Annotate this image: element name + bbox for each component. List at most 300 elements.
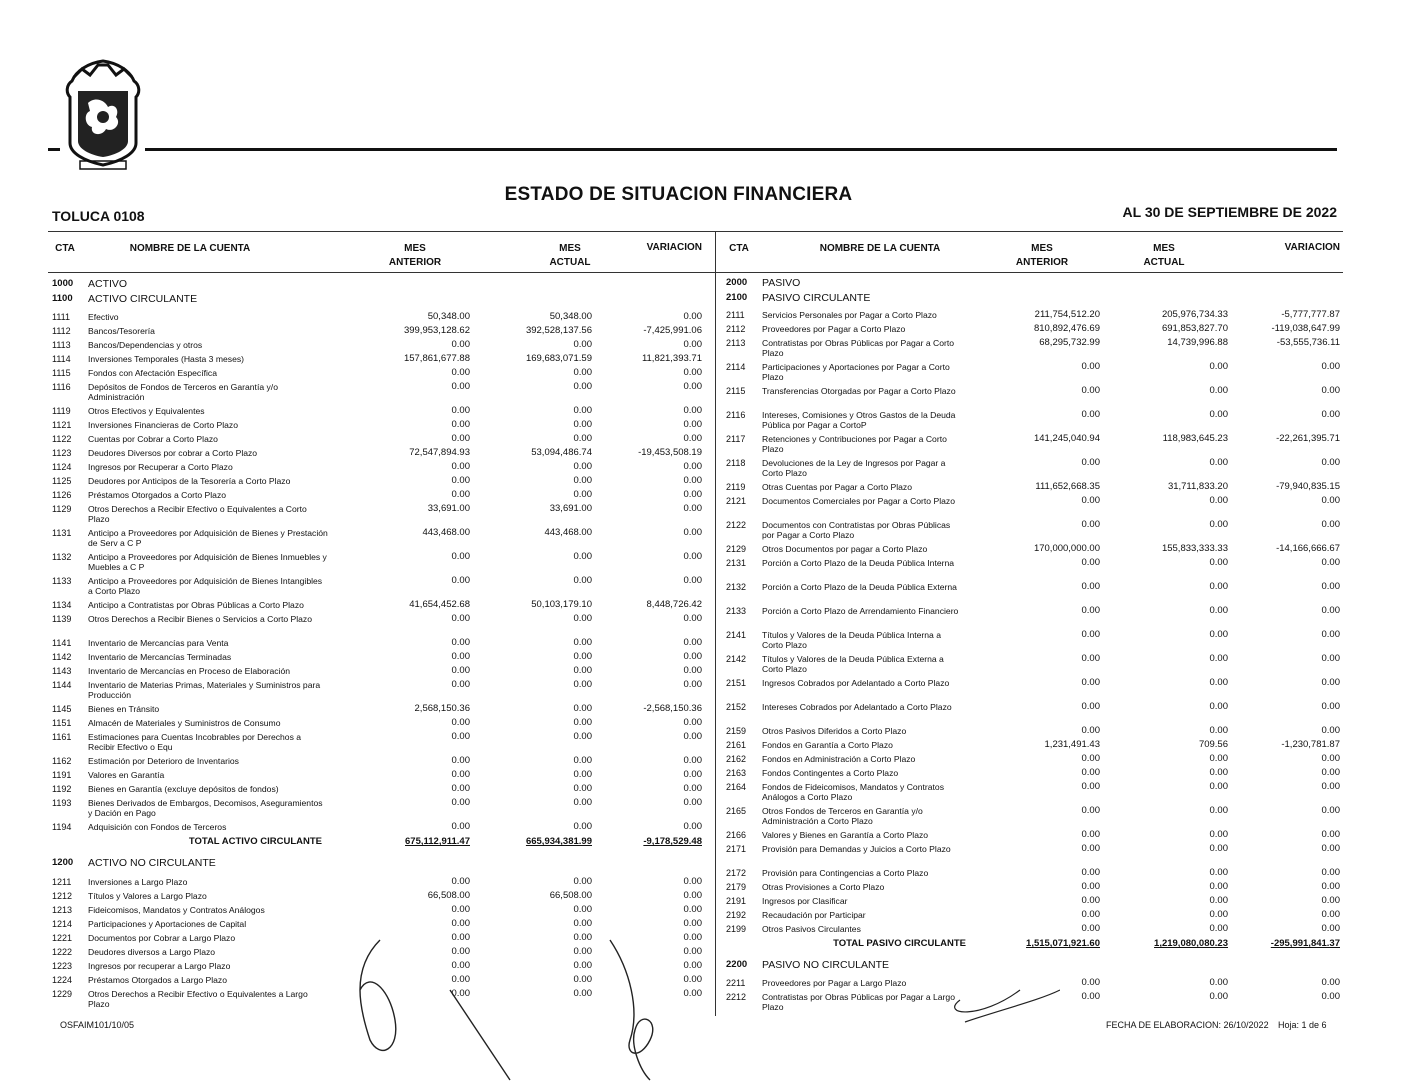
variation-value: 0.00: [683, 755, 702, 766]
previous-month-value: 0.00: [1081, 653, 1100, 664]
previous-month-value: 0.00: [1081, 829, 1100, 840]
account-code: 2199: [726, 924, 747, 934]
account-code: 1144: [52, 680, 72, 690]
variation-value: 0.00: [1321, 457, 1340, 468]
previous-month-value: 0.00: [451, 665, 470, 676]
account-name: Títulos y Valores de la Deuda Pública Interna a Corto Plazo: [762, 630, 941, 650]
current-month-value: 0.00: [1209, 605, 1228, 616]
variation-value: 0.00: [683, 461, 702, 472]
variation-value: 0.00: [1321, 361, 1340, 372]
account-code: 2115: [726, 386, 746, 396]
current-month-value: 0.00: [1209, 991, 1228, 1002]
account-name: Inventario de Materias Primas, Materiales y Suministros para Producción: [88, 680, 321, 700]
variation-value: 0.00: [1321, 767, 1340, 778]
previous-month-value: 0.00: [1081, 991, 1100, 1002]
current-month-value: 0.00: [1209, 557, 1228, 568]
account-name: Recaudación por Participar: [762, 910, 866, 920]
current-month-value: 33,691.00: [549, 503, 592, 514]
account-name: Otras Provisiones a Corto Plazo: [762, 882, 885, 892]
previous-month-value: 0.00: [451, 769, 470, 780]
current-month-value: 0.00: [1209, 909, 1228, 920]
current-month-value: 0.00: [573, 433, 592, 444]
variation-value: 0.00: [683, 551, 702, 562]
account-name: Estimación por Deterioro de Inventarios: [88, 756, 239, 766]
current-month-value: 665,934,381.99: [525, 836, 592, 847]
current-month-value: 0.00: [1209, 701, 1228, 712]
account-name: Bienes Derivados de Embargos, Decomisos, Aseguramientos y Dación en Pago: [88, 798, 323, 818]
account-name: Inventario de Mercancías para Venta: [88, 638, 229, 648]
previous-month-value: 0.00: [451, 755, 470, 766]
account-code: 1229: [52, 989, 73, 999]
current-month-value: 0.00: [1209, 581, 1228, 592]
current-month-value: 709.56: [1198, 739, 1228, 750]
account-code: 1145: [52, 704, 72, 714]
current-month-value: 443,468.00: [544, 527, 592, 538]
account-code: 2116: [726, 410, 746, 420]
previous-month-value: 0.00: [451, 960, 470, 971]
header-name-left: NOMBRE DE LA CUENTA: [129, 243, 251, 254]
header-var-left: VARIACION: [646, 242, 702, 253]
variation-value: 0.00: [683, 876, 702, 887]
account-name: Préstamos Otorgados a Corto Plazo: [88, 490, 227, 500]
report-date: AL 30 DE SEPTIEMBRE DE 2022: [1122, 204, 1337, 220]
elaboration-date: FECHA DE ELABORACION: 26/10/2022: [1106, 1020, 1269, 1030]
variation-value: 0.00: [683, 974, 702, 985]
variation-value: 0.00: [1321, 605, 1340, 616]
variation-value: 0.00: [683, 527, 702, 538]
previous-month-value: 0.00: [451, 419, 470, 430]
previous-month-value: 0.00: [1081, 781, 1100, 792]
account-name: Participaciones y Aportaciones de Capital: [88, 919, 247, 929]
table-header-rule: [48, 272, 1343, 273]
account-code: 1111: [52, 312, 71, 322]
previous-month-value: 0.00: [451, 367, 470, 378]
previous-month-value: 50,348.00: [427, 311, 470, 322]
previous-month-value: 0.00: [1081, 701, 1100, 712]
account-name: Deudores diversos a Largo Plazo: [88, 947, 216, 957]
account-name: Bancos/Tesorería: [88, 326, 155, 336]
account-name: Proveedores por Pagar a Corto Plazo: [762, 324, 906, 334]
variation-value: -9,178,529.48: [643, 836, 702, 847]
current-month-value: 0.00: [573, 489, 592, 500]
current-month-value: 169,683,071.59: [525, 353, 592, 364]
variation-value: -7,425,991.06: [643, 325, 702, 336]
header-var-right: VARIACION: [1284, 242, 1340, 253]
handwritten-signatures: [340, 930, 1060, 1082]
current-month-value: 0.00: [573, 613, 592, 624]
current-month-value: 0.00: [573, 918, 592, 929]
variation-value: 0.00: [1321, 519, 1340, 530]
account-code: 1194: [52, 822, 72, 832]
previous-month-value: 66,508.00: [427, 890, 470, 901]
account-name: Ingresos por Clasificar: [762, 896, 848, 906]
account-code: 1125: [52, 476, 72, 486]
account-name: Provisión para Contingencias a Corto Plazo: [762, 868, 929, 878]
variation-value: 0.00: [683, 475, 702, 486]
account-name: Servicios Personales por Pagar a Corto Plazo: [762, 310, 937, 320]
account-code: 2161: [726, 740, 747, 750]
account-name: Fondos Contingentes a Corto Plazo: [762, 768, 899, 778]
account-name: Anticipo a Proveedores por Adquisición de Bienes y Prestación de Serv a C P: [88, 528, 328, 548]
previous-month-value: 0.00: [1081, 557, 1100, 568]
account-code: 2121: [726, 496, 747, 506]
variation-value: 0.00: [683, 890, 702, 901]
previous-month-value: 0.00: [451, 339, 470, 350]
account-code: 2159: [726, 726, 747, 736]
account-name: Almacén de Materiales y Suministros de Consumo: [88, 718, 281, 728]
variation-value: 0.00: [1321, 781, 1340, 792]
current-month-value: 691,853,827.70: [1161, 323, 1228, 334]
variation-value: -1,230,781.87: [1281, 739, 1340, 750]
current-month-value: 0.00: [1209, 977, 1228, 988]
previous-month-value: 810,892,476.69: [1033, 323, 1100, 334]
account-code: 1113: [52, 340, 71, 350]
previous-month-value: 41,654,452.68: [409, 599, 470, 610]
previous-month-value: 0.00: [451, 461, 470, 472]
account-name: TOTAL PASIVO CIRCULANTE: [833, 938, 966, 949]
variation-value: 0.00: [1321, 881, 1340, 892]
current-month-value: 0.00: [573, 367, 592, 378]
account-code: 1100: [52, 293, 73, 304]
previous-month-value: 0.00: [451, 946, 470, 957]
account-name: Porción a Corto Plazo de la Deuda Pública Interna: [762, 558, 955, 568]
previous-month-value: 0.00: [451, 731, 470, 742]
previous-month-value: 399,953,128.62: [403, 325, 470, 336]
account-code: 1124: [52, 462, 72, 472]
account-code: 1162: [52, 756, 72, 766]
account-code: 1161: [52, 732, 72, 742]
variation-value: 0.00: [683, 932, 702, 943]
account-name: Transferencias Otorgadas por Pagar a Corto Plazo: [762, 386, 956, 396]
account-code: 1122: [52, 434, 72, 444]
account-name: Inversiones a Largo Plazo: [88, 877, 188, 887]
current-month-value: 0.00: [573, 946, 592, 957]
account-code: 2191: [726, 896, 747, 906]
previous-month-value: 675,112,911.47: [405, 836, 470, 847]
current-month-value: 0.00: [1209, 409, 1228, 420]
variation-value: 0.00: [1321, 753, 1340, 764]
variation-value: 8,448,726.42: [646, 599, 702, 610]
current-month-value: 66,508.00: [549, 890, 592, 901]
header-curr-right-1: MES: [1153, 243, 1175, 254]
current-month-value: 0.00: [573, 551, 592, 562]
previous-month-value: 0.00: [451, 918, 470, 929]
variation-value: -295,991,841.37: [1270, 938, 1340, 949]
account-name: Provisión para Demandas y Juicios a Corto Plazo: [762, 844, 951, 854]
account-name: Participaciones y Aportaciones por Pagar a Corto Plazo: [762, 362, 950, 382]
previous-month-value: 0.00: [1081, 767, 1100, 778]
account-name: Inversiones Temporales (Hasta 3 meses): [88, 354, 245, 364]
current-month-value: 0.00: [1209, 843, 1228, 854]
account-code: 1141: [52, 638, 72, 648]
header-prev-left-2: ANTERIOR: [388, 257, 442, 268]
header-prev-right-2: ANTERIOR: [1015, 257, 1069, 268]
previous-month-value: 170,000,000.00: [1033, 543, 1100, 554]
variation-value: 0.00: [1321, 805, 1340, 816]
variation-value: 0.00: [1321, 385, 1340, 396]
previous-month-value: 1,515,071,921.60: [1026, 938, 1100, 949]
previous-month-value: 0.00: [1081, 519, 1100, 530]
coat-of-arms-seal: [58, 57, 148, 175]
previous-month-value: 0.00: [451, 475, 470, 486]
current-month-value: 0.00: [1209, 629, 1228, 640]
previous-month-value: 0.00: [1081, 581, 1100, 592]
previous-month-value: 0.00: [451, 551, 470, 562]
account-name: Ingresos por recuperar a Largo Plazo: [88, 961, 231, 971]
account-code: 2211: [726, 978, 746, 988]
account-name: Bienes en Tránsito: [88, 704, 160, 714]
account-name: Retenciones y Contribuciones por Pagar a Corto Plazo: [762, 434, 947, 454]
variation-value: -14,166,666.67: [1276, 543, 1340, 554]
current-month-value: 392,528,137.56: [525, 325, 592, 336]
account-name: ACTIVO NO CIRCULANTE: [88, 857, 216, 869]
variation-value: 0.00: [683, 381, 702, 392]
account-code: 1129: [52, 504, 72, 514]
account-code: 1191: [52, 770, 72, 780]
previous-month-value: 1,231,491.43: [1044, 739, 1100, 750]
current-month-value: 0.00: [573, 461, 592, 472]
variation-value: 0.00: [683, 651, 702, 662]
current-month-value: 0.00: [1209, 829, 1228, 840]
previous-month-value: 0.00: [451, 637, 470, 648]
account-name: Fondos en Garantía a Corto Plazo: [762, 740, 893, 750]
current-month-value: 0.00: [573, 783, 592, 794]
account-code: 1200: [52, 857, 74, 868]
previous-month-value: 2,568,150.36: [414, 703, 470, 714]
account-code: 2212: [726, 992, 747, 1002]
current-month-value: 0.00: [573, 679, 592, 690]
current-month-value: 0.00: [1209, 457, 1228, 468]
account-code: 1192: [52, 784, 72, 794]
account-name: Anticipo a Proveedores por Adquisición de Bienes Intangibles a Corto Plazo: [88, 576, 323, 596]
account-name: PASIVO NO CIRCULANTE: [762, 959, 889, 971]
previous-month-value: 0.00: [451, 717, 470, 728]
account-name: Deudores por Anticipos de la Tesorería a Corto Plazo: [88, 476, 291, 486]
variation-value: 0.00: [683, 904, 702, 915]
variation-value: 0.00: [683, 783, 702, 794]
previous-month-value: 0.00: [451, 575, 470, 586]
account-code: 1123: [52, 448, 72, 458]
account-code: 1134: [52, 600, 72, 610]
account-name: Anticipo a Proveedores por Adquisición de Bienes Inmuebles y Muebles a C P: [88, 552, 327, 572]
previous-month-value: 0.00: [451, 876, 470, 887]
account-code: 2122: [726, 520, 747, 530]
account-name: PASIVO: [762, 277, 801, 289]
account-code: 2151: [726, 678, 747, 688]
account-name: Documentos por Cobrar a Largo Plazo: [88, 933, 236, 943]
header-curr-right-2: ACTUAL: [1143, 257, 1185, 268]
previous-month-value: 0.00: [451, 932, 470, 943]
account-name: Títulos y Valores de la Deuda Pública Externa a Corto Plazo: [762, 654, 944, 674]
previous-month-value: 0.00: [451, 651, 470, 662]
account-name: Ingresos Cobrados por Adelantado a Corto Plazo: [762, 678, 950, 688]
current-month-value: 0.00: [573, 988, 592, 999]
previous-month-value: 157,861,677.88: [403, 353, 470, 364]
current-month-value: 118,983,645.23: [1162, 433, 1228, 444]
previous-month-value: 0.00: [1081, 385, 1100, 396]
current-month-value: 0.00: [573, 665, 592, 676]
current-month-value: 0.00: [1209, 867, 1228, 878]
previous-month-value: 0.00: [1081, 629, 1100, 640]
variation-value: 0.00: [683, 988, 702, 999]
account-code: 2165: [726, 806, 747, 816]
account-name: Otros Derechos a Recibir Efectivo o Equivalentes a Corto Plazo: [88, 504, 307, 524]
account-code: 2141: [726, 630, 747, 640]
current-month-value: 0.00: [1209, 519, 1228, 530]
current-month-value: 0.00: [1209, 361, 1228, 372]
current-month-value: 53,094,486.74: [531, 447, 592, 458]
account-code: 2129: [726, 544, 747, 554]
previous-month-value: 0.00: [1081, 923, 1100, 934]
current-month-value: 0.00: [1209, 495, 1228, 506]
previous-month-value: 0.00: [451, 489, 470, 500]
variation-value: -5,777,777.87: [1281, 309, 1340, 320]
previous-month-value: 0.00: [451, 904, 470, 915]
account-code: 2000: [726, 277, 748, 288]
current-month-value: 0.00: [573, 960, 592, 971]
account-name: Otros Derechos a Recibir Efectivo o Equivalentes a Largo Plazo: [88, 989, 308, 1009]
variation-value: 0.00: [1321, 495, 1340, 506]
account-name: Inversiones Financieras de Corto Plazo: [88, 420, 238, 430]
account-name: Títulos y Valores a Largo Plazo: [88, 891, 207, 901]
current-month-value: 0.00: [573, 575, 592, 586]
current-month-value: 0.00: [1209, 725, 1228, 736]
variation-value: -19,453,508.19: [638, 447, 702, 458]
previous-month-value: 72,547,894.93: [409, 447, 470, 458]
current-month-value: 0.00: [573, 703, 592, 714]
account-name: ACTIVO: [88, 278, 128, 290]
account-code: 2118: [726, 458, 746, 468]
account-code: 2171: [726, 844, 747, 854]
account-code: 2119: [726, 482, 746, 492]
account-code: 1126: [52, 490, 72, 500]
account-code: 1224: [52, 975, 73, 985]
account-name: Fondos en Administración a Corto Plazo: [762, 754, 916, 764]
account-code: 1131: [52, 528, 72, 538]
account-name: Otros Derechos a Recibir Bienes o Servicios a Corto Plazo: [88, 614, 313, 624]
account-code: 2179: [726, 882, 747, 892]
current-month-value: 0.00: [573, 731, 592, 742]
current-month-value: 0.00: [1209, 677, 1228, 688]
header-prev-right-1: MES: [1031, 243, 1053, 254]
previous-month-value: 0.00: [1081, 495, 1100, 506]
variation-value: 0.00: [683, 717, 702, 728]
variation-value: -2,568,150.36: [643, 703, 702, 714]
current-month-value: 0.00: [573, 475, 592, 486]
account-name: Devoluciones de la Ley de Ingresos por Pagar a Corto Plazo: [762, 458, 946, 478]
account-code: 2131: [726, 558, 747, 568]
current-month-value: 205,976,734.33: [1161, 309, 1228, 320]
previous-month-value: 111,652,668.35: [1035, 481, 1100, 492]
account-name: Estimaciones para Cuentas Incobrables por Derechos a Recibir Efectivo o Equ: [88, 732, 302, 752]
variation-value: 0.00: [683, 679, 702, 690]
account-name: Fondos con Afectación Específica: [88, 368, 217, 378]
account-code: 2164: [726, 782, 747, 792]
variation-value: 0.00: [683, 405, 702, 416]
previous-month-value: 0.00: [1081, 881, 1100, 892]
account-code: 1151: [52, 718, 72, 728]
account-name: Porción a Corto Plazo de la Deuda Pública Externa: [762, 582, 957, 592]
variation-value: 0.00: [1321, 895, 1340, 906]
previous-month-value: 0.00: [1081, 843, 1100, 854]
previous-month-value: 0.00: [451, 679, 470, 690]
account-name: Fondos de Fideicomisos, Mandatos y Contratos Análogos a Corto Plazo: [762, 782, 944, 802]
account-name: PASIVO CIRCULANTE: [762, 292, 871, 304]
account-code: 1119: [52, 406, 71, 416]
account-code: 2111: [726, 310, 745, 320]
account-name: Ingresos por Recuperar a Corto Plazo: [88, 462, 233, 472]
account-name: Porción a Corto Plazo de Arrendamiento Financiero: [762, 606, 959, 616]
current-month-value: 0.00: [573, 651, 592, 662]
variation-value: 0.00: [683, 503, 702, 514]
account-name: TOTAL ACTIVO CIRCULANTE: [188, 836, 322, 847]
account-name: Intereses Cobrados por Adelantado a Corto Plazo: [762, 702, 952, 712]
previous-month-value: 443,468.00: [422, 527, 470, 538]
variation-value: -53,555,736.11: [1276, 337, 1340, 348]
variation-value: 0.00: [683, 769, 702, 780]
current-month-value: 155,833,333.33: [1161, 543, 1228, 554]
account-code: 1222: [52, 947, 73, 957]
account-name: Bancos/Dependencias y otros: [88, 340, 203, 350]
previous-month-value: 0.00: [1081, 867, 1100, 878]
variation-value: -22,261,395.71: [1276, 433, 1340, 444]
variation-value: 0.00: [1321, 829, 1340, 840]
variation-value: 0.00: [683, 613, 702, 624]
account-code: 1212: [52, 891, 73, 901]
current-month-value: 0.00: [1209, 753, 1228, 764]
account-code: 2166: [726, 830, 747, 840]
account-code: 1132: [52, 552, 72, 562]
previous-month-value: 68,295,732.99: [1039, 337, 1100, 348]
account-code: 1211: [52, 877, 72, 887]
variation-value: 0.00: [683, 367, 702, 378]
account-name: Otros Fondos de Terceros en Garantía y/o Administración a Corto Plazo: [762, 806, 923, 826]
account-name: Documentos Comerciales por Pagar a Corto Plazo: [762, 496, 955, 506]
current-month-value: 0.00: [573, 419, 592, 430]
current-month-value: 0.00: [1209, 923, 1228, 934]
previous-month-value: 0.00: [1081, 605, 1100, 616]
account-code: 2163: [726, 768, 747, 778]
account-code: 2132: [726, 582, 747, 592]
previous-month-value: 0.00: [1081, 895, 1100, 906]
current-month-value: 0.00: [573, 932, 592, 943]
current-month-value: 0.00: [1209, 653, 1228, 664]
variation-value: 0.00: [1321, 629, 1340, 640]
account-name: Documentos con Contratistas por Obras Públicas por Pagar a Corto Plazo: [762, 520, 951, 540]
account-name: Intereses, Comisiones y Otros Gastos de la Deuda Pública por Pagar a CortoP: [762, 410, 956, 430]
table-top-rule: [48, 231, 1343, 232]
account-code: 1116: [52, 382, 71, 392]
entity-name: TOLUCA 0108: [52, 208, 145, 224]
account-name: ACTIVO CIRCULANTE: [88, 293, 198, 305]
variation-value: 11,821,393.71: [641, 353, 702, 364]
previous-month-value: 0.00: [1081, 361, 1100, 372]
account-code: 1121: [52, 420, 72, 430]
variation-value: 0.00: [1321, 653, 1340, 664]
account-code: 1223: [52, 961, 73, 971]
variation-value: 0.00: [1321, 991, 1340, 1002]
variation-value: 0.00: [1321, 557, 1340, 568]
account-code: 1139: [52, 614, 72, 624]
current-month-value: 0.00: [573, 974, 592, 985]
form-code: OSFAIM101/10/05: [60, 1020, 135, 1030]
account-code: 2113: [726, 338, 746, 348]
account-name: Inventario de Mercancías en Proceso de Elaboración: [88, 666, 291, 676]
current-month-value: 50,348.00: [549, 311, 592, 322]
header-name-right: NOMBRE DE LA CUENTA: [819, 243, 941, 254]
header-curr-left-2: ACTUAL: [549, 257, 591, 268]
variation-value: 0.00: [683, 575, 702, 586]
